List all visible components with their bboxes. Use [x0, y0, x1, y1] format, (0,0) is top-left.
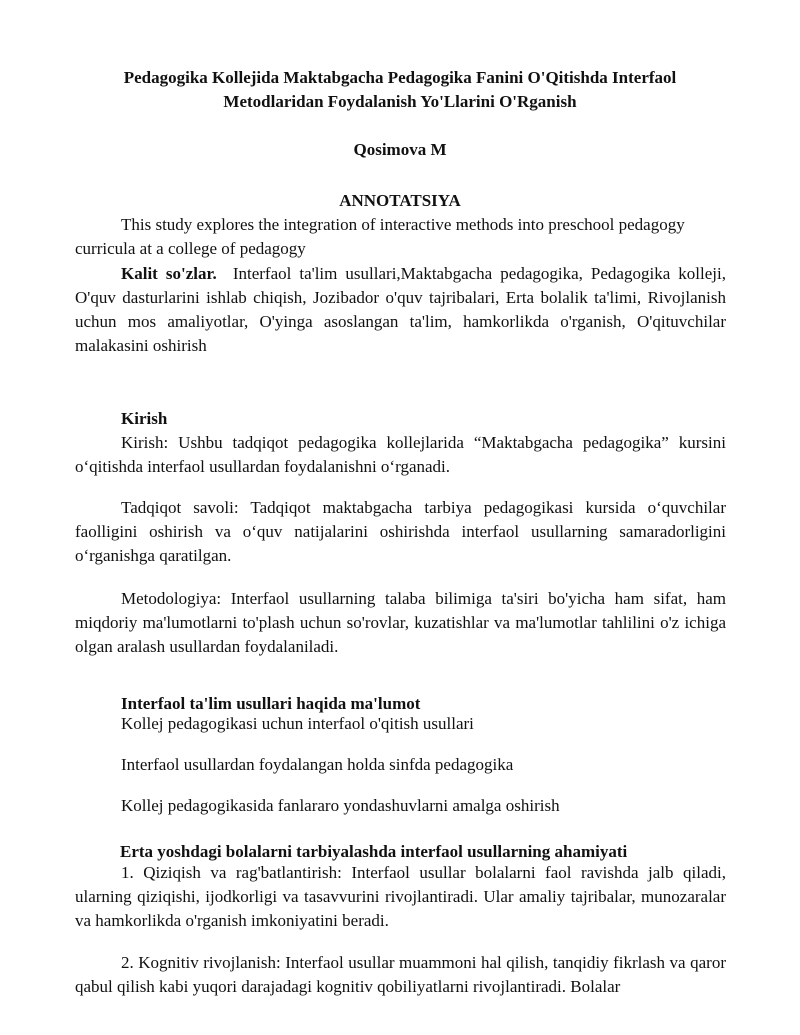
section-2-item-2: Interfaol usullardan foydalangan holda sinfda pedagogika: [121, 755, 514, 774]
keywords-label: Kalit so'zlar.: [121, 264, 217, 283]
section-2-item-3: Kollej pedagogikasida fanlararo yondashuvlarni amalga oshirish: [121, 796, 560, 815]
section-2-heading: Interfaol ta'lim usullari haqida ma'lumot: [121, 694, 421, 713]
abstract-heading: ANNOTATSIYA: [339, 191, 461, 210]
keywords-text: Interfaol ta'lim usullari,Maktabgacha pedagogika, Pedagogika kolleji, O'quv dasturlarini ishlab chiqish, Jozibador o'quv tajribalari, Erta bolalik ta'limi, Rivojlanish uchun mos amaliyotlar, O'yinga asoslangan ta'lim, hamkorlikda o'rganish, O'qituvchilar malakasini oshirish: [75, 264, 726, 355]
section-3-paragraph-1: 1. Qiziqish va rag'batlantirish: Interfaol usullar bolalarni faol ravishda jalb qiladi, ularning qiziqishi, ijodkorligi va tasavvurini rivojlantiradi. Ular amaliy tajribalar, munozaralar va hamkorlikda o'rganish imkoniyatini beradi.: [75, 863, 726, 930]
intro-paragraph-2: Tadqiqot savoli: Tadqiqot maktabgacha tarbiya pedagogikasi kursida o‘quvchilar faolligini oshirish va o‘quv natijalarini oshirishda interfaol usullarning samaradorligini o‘rganishga qaratilgan.: [75, 498, 726, 565]
paper-title-line-1: Pedagogika Kollejida Maktabgacha Pedagogika Fanini O'Qitishda Interfaol: [123, 68, 677, 87]
section-2-item-1: Kollej pedagogikasi uchun interfaol o'qitish usullari: [121, 714, 474, 733]
intro-paragraph-1: Kirish: Ushbu tadqiqot pedagogika kollejlarida “Maktabgacha pedagogika” kursini o‘qitishda interfaol usullardan foydalanishni o‘rganadi.: [75, 433, 726, 476]
intro-paragraph-3: Metodologiya: Interfaol usullarning talaba bilimiga ta'siri bo'yicha ham sifat, ham miqdoriy ma'lumotlarni to'plash uchun so'rovlar, kuzatishlar va ma'lumotlar tahlilini o'z ichiga olgan aralash usullardan foydalaniladi.: [75, 589, 726, 656]
intro-heading: Kirish: [121, 409, 168, 428]
abstract-text: This study explores the integration of interactive methods into preschool pedagogy curricula at a college of pedagogy: [75, 215, 685, 258]
section-3-paragraph-2: 2. Kognitiv rivojlanish: Interfaol usullar muammoni hal qilish, tanqidiy fikrlash va qaror qabul qilish kabi yuqori darajadagi kognitiv qobiliyatlarni rivojlantiradi. Bolalar: [75, 953, 726, 996]
paper-title: [90, 66, 710, 114]
keywords-paragraph: [75, 262, 726, 358]
author-name: Qosimova M: [353, 140, 447, 159]
paper-title-line-2: Metodlaridan Foydalanish Yo'Llarini O'Rganish: [223, 92, 577, 111]
section-3-heading: Erta yoshdagi bolalarni tarbiyalashda interfaol usullarning ahamiyati: [120, 842, 628, 861]
